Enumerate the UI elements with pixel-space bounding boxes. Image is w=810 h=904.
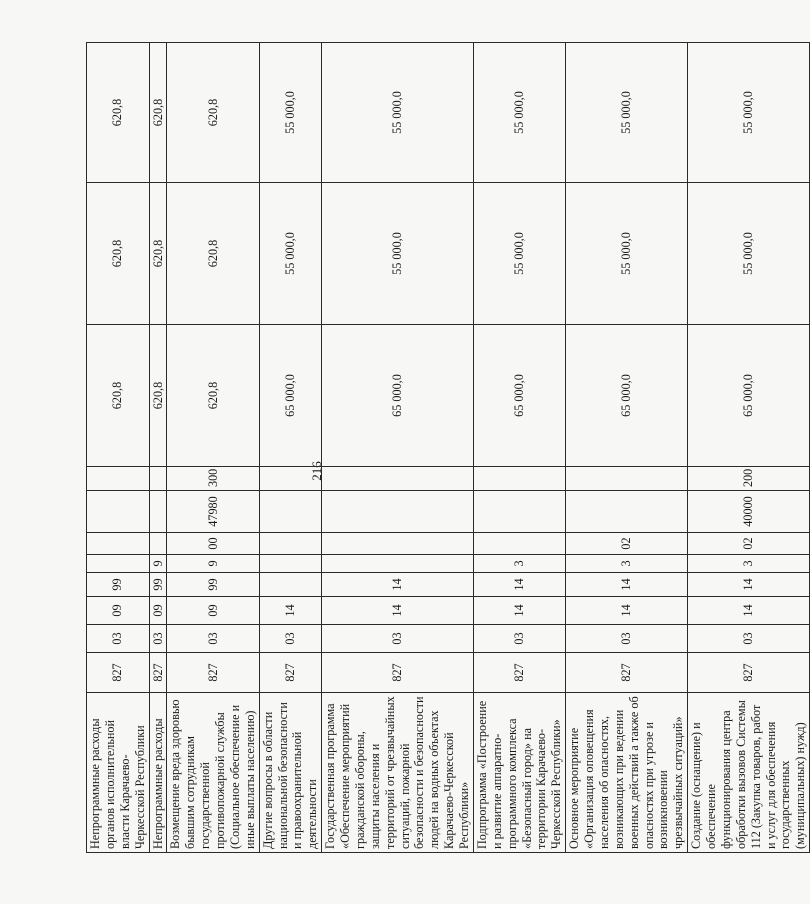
event-code-cell (87, 533, 150, 555)
amount-year2-cell: 55 000,0 (566, 183, 688, 325)
program-code-cell: 99 (149, 573, 167, 597)
program-code-cell: 14 (566, 573, 688, 597)
section-code-cell: 03 (149, 625, 167, 653)
amount-year1-cell: 620,8 (149, 325, 167, 467)
subsection-code-cell: 14 (322, 597, 474, 625)
table-row (322, 43, 474, 853)
program-code-cell (259, 573, 322, 597)
direction-code-cell (259, 491, 322, 533)
amount-year2-cell: 620,8 (149, 183, 167, 325)
program-code-cell: 14 (688, 573, 810, 597)
amount-year1-cell: 620,8 (167, 325, 259, 467)
amount-year2-cell: 620,8 (87, 183, 150, 325)
amount-year3-cell: 620,8 (87, 43, 150, 183)
ministry-code-cell: 827 (259, 653, 322, 693)
subprogram-code-cell: 3 (566, 555, 688, 573)
row-name-cell: Непрограммные расходы органов исполнительной власти Карачаево-Черкесской Республики (87, 693, 150, 853)
amount-year2-cell: 55 000,0 (473, 183, 565, 325)
subsection-code-cell: 14 (688, 597, 810, 625)
row-name-cell: Непрограммные расходы (149, 693, 167, 853)
section-code-cell: 03 (473, 625, 565, 653)
amount-year3-cell: 55 000,0 (566, 43, 688, 183)
expense-type-cell (259, 467, 322, 491)
table-row (167, 43, 259, 853)
direction-code-cell (149, 491, 167, 533)
program-code-cell: 14 (322, 573, 474, 597)
event-code-cell (149, 533, 167, 555)
row-name-cell: Подпрограмма «Построение и развитие аппаратно-программного комплекса «Безопасный город» на территории Карачаево-Черкесской Республики» (473, 693, 565, 853)
subsection-code-cell: 14 (566, 597, 688, 625)
event-code-cell: 00 (167, 533, 259, 555)
section-code-cell: 03 (566, 625, 688, 653)
table-row (566, 43, 688, 853)
amount-year1-cell: 65 000,0 (688, 325, 810, 467)
direction-code-cell (473, 491, 565, 533)
amount-year1-cell: 65 000,0 (566, 325, 688, 467)
expense-type-cell (87, 467, 150, 491)
direction-code-cell (87, 491, 150, 533)
ministry-code-cell: 827 (167, 653, 259, 693)
amount-year1-cell: 65 000,0 (322, 325, 474, 467)
amount-year2-cell: 55 000,0 (259, 183, 322, 325)
expense-type-cell (473, 467, 565, 491)
program-code-cell: 99 (167, 573, 259, 597)
expense-type-cell (322, 467, 474, 491)
amount-year3-cell: 55 000,0 (259, 43, 322, 183)
section-code-cell: 03 (688, 625, 810, 653)
section-code-cell: 03 (87, 625, 150, 653)
section-code-cell: 03 (167, 625, 259, 653)
ministry-code-cell: 827 (566, 653, 688, 693)
subprogram-code-cell (259, 555, 322, 573)
budget-table-rotated (86, 43, 808, 853)
page-number: 216 (309, 461, 324, 481)
subprogram-code-cell (87, 555, 150, 573)
direction-code-cell (322, 491, 474, 533)
ministry-code-cell: 827 (688, 653, 810, 693)
budget-table (86, 42, 810, 853)
subsection-code-cell: 09 (149, 597, 167, 625)
direction-code-cell (566, 491, 688, 533)
subsection-code-cell: 14 (473, 597, 565, 625)
ministry-code-cell: 827 (473, 653, 565, 693)
subsection-code-cell: 09 (87, 597, 150, 625)
table-row (688, 43, 810, 853)
subprogram-code-cell (322, 555, 474, 573)
event-code-cell (473, 533, 565, 555)
ministry-code-cell: 827 (322, 653, 474, 693)
subsection-code-cell: 09 (167, 597, 259, 625)
amount-year3-cell: 620,8 (167, 43, 259, 183)
amount-year3-cell: 55 000,0 (322, 43, 474, 183)
program-code-cell: 14 (473, 573, 565, 597)
row-name-cell: Основное мероприятие «Организация оповещения населения об опасностях, возникающих при ведении военных действий а также об опасностях при угрозе и возникновении чрезвычайных ситуаций» (566, 693, 688, 853)
section-code-cell: 03 (259, 625, 322, 653)
section-code-cell: 03 (322, 625, 474, 653)
event-code-cell (322, 533, 474, 555)
amount-year1-cell: 620,8 (87, 325, 150, 467)
ministry-code-cell: 827 (149, 653, 167, 693)
subprogram-code-cell: 9 (149, 555, 167, 573)
subsection-code-cell: 14 (259, 597, 322, 625)
table-row (259, 43, 322, 853)
amount-year2-cell: 55 000,0 (322, 183, 474, 325)
expense-type-cell (566, 467, 688, 491)
event-code-cell (259, 533, 322, 555)
event-code-cell: 02 (688, 533, 810, 555)
event-code-cell: 02 (566, 533, 688, 555)
table-row (149, 43, 167, 853)
ministry-code-cell: 827 (87, 653, 150, 693)
amount-year2-cell: 620,8 (167, 183, 259, 325)
amount-year1-cell: 65 000,0 (473, 325, 565, 467)
subprogram-code-cell: 9 (167, 555, 259, 573)
amount-year2-cell: 55 000,0 (688, 183, 810, 325)
amount-year3-cell: 55 000,0 (688, 43, 810, 183)
amount-year1-cell: 65 000,0 (259, 325, 322, 467)
row-name-cell: Возмещение вреда здоровью бывшим сотрудникам государственной противопожарной службы (Социальное обеспечение и иные выплаты населению) (167, 693, 259, 853)
subprogram-code-cell: 3 (688, 555, 810, 573)
direction-code-cell: 47980 (167, 491, 259, 533)
row-name-cell: Государственная программа «Обеспечение мероприятий гражданской обороны, защиты населения и территорий от чрезвычайных ситуаций, пожарной безопасности и безопасности людей на водных объектах Карачаево-Черкесской Республики» (322, 693, 474, 853)
expense-type-cell (149, 467, 167, 491)
program-code-cell: 99 (87, 573, 150, 597)
amount-year3-cell: 620,8 (149, 43, 167, 183)
subprogram-code-cell: 3 (473, 555, 565, 573)
table-row (87, 43, 150, 853)
row-name-cell: Другие вопросы в области национальной безопасности и правоохранительной деятельности (259, 693, 322, 853)
direction-code-cell: 40000 (688, 491, 810, 533)
expense-type-cell: 200 (688, 467, 810, 491)
expense-type-cell: 300 (167, 467, 259, 491)
table-row (473, 43, 565, 853)
row-name-cell: Создание (оснащение) и обеспечение функционирования центра обработки вызовов Системы 112 (Закупка товаров, работ и услуг для обеспечения государственных (муниципальных) нужд) (688, 693, 810, 853)
amount-year3-cell: 55 000,0 (473, 43, 565, 183)
